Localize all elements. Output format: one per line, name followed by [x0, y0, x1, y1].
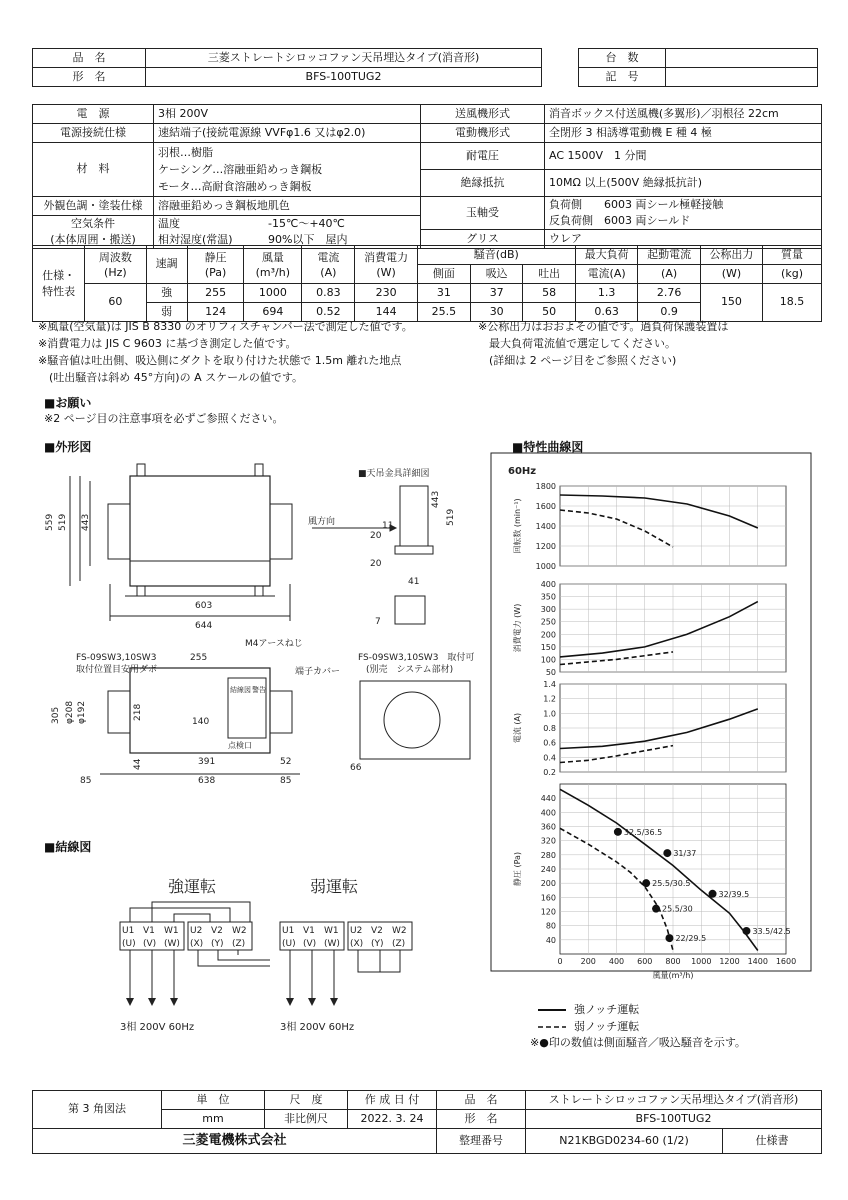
spec-value: ケーシング…溶融亜鉛めっき鋼板 [158, 163, 323, 176]
series-strong-line [560, 789, 758, 950]
spec-value: 負荷側 6003 両シール極軽接触 [549, 198, 724, 211]
dim-label: 7 [375, 617, 381, 627]
perf-cell: 1.3 [575, 284, 637, 303]
perf-mass: 18.5 [763, 284, 822, 322]
term: (X) [190, 939, 204, 949]
katamei-label: 形 名 [33, 68, 146, 87]
noise-label: 33.5/42.5 [752, 926, 791, 936]
gaikei-title: ■外形図 [44, 440, 92, 454]
footer-company: 三菱電機株式会社 [33, 1129, 437, 1154]
dim-label: 52 [280, 757, 292, 767]
spec-table [32, 104, 822, 249]
perf-cell: 255 [187, 284, 244, 303]
fs-right-sub: (別売 システム部材) [366, 665, 454, 675]
spec-key: (本体周囲・搬送) [50, 233, 136, 246]
fs-left: FS-09SW3,10SW3 [76, 653, 157, 663]
noise-point [663, 849, 671, 857]
term: U1 [122, 926, 135, 936]
noise-label: 25.5/30 [662, 904, 693, 914]
term: (V) [303, 939, 317, 949]
perf-header: (Pa) [204, 265, 227, 279]
m4-label: M4アースねじ [245, 639, 303, 649]
perf-header: 吐出 [523, 265, 575, 284]
perf-cell: 50 [523, 303, 575, 322]
spec-value: -15℃～+40℃ [268, 217, 345, 230]
y-tick-label: 440 [540, 794, 556, 804]
y-tick-label: 0.2 [543, 768, 556, 777]
perf-header: 吸込 [470, 265, 522, 284]
y-tick-label: 300 [540, 605, 556, 615]
count-table [578, 48, 818, 87]
noise-point [665, 934, 673, 942]
footer-value: 非比例尺 [265, 1110, 348, 1129]
hinmei-label: 品 名 [33, 49, 146, 68]
footer-table [32, 1090, 822, 1154]
x-tick-label: 0 [557, 957, 563, 966]
y-tick-label: 50 [545, 668, 556, 677]
perf-cell: 0.9 [638, 303, 700, 322]
footer-value: mm [162, 1110, 265, 1129]
dim-label: 255 [190, 653, 208, 663]
term: W1 [324, 926, 339, 936]
dim-label: 11 [382, 521, 394, 531]
term: V2 [211, 926, 223, 936]
dim-label: 66 [350, 763, 362, 773]
spec-value: AC 1500V 1 分間 [545, 143, 822, 170]
y-tick-label: 350 [540, 592, 556, 602]
perf-cell: 37 [470, 284, 522, 303]
characteristic-chart [490, 452, 812, 980]
dim-label: 519 [58, 513, 68, 531]
perf-header: 静圧 [204, 250, 227, 264]
spec-key: 電源接続仕様 [33, 124, 154, 143]
perf-header: (A) [320, 265, 337, 279]
term: (Y) [371, 939, 384, 949]
dim-label: 140 [192, 717, 210, 727]
tsuri-title: ■天吊金具詳細図 [358, 469, 430, 479]
onegai-title: ■お願い [44, 396, 92, 410]
y-axis-label: 電流 (A) [513, 712, 522, 744]
noise-point [642, 879, 650, 887]
dim-label: 20 [370, 559, 382, 569]
y-axis-label: 静圧 (Pa) [513, 851, 522, 887]
term: (Z) [232, 939, 246, 949]
term: V2 [371, 926, 383, 936]
perf-cell: 弱 [146, 303, 187, 322]
y-tick-label: 100 [540, 655, 556, 665]
dim-label: 20 [370, 531, 382, 541]
perf-header: 質量 [763, 246, 822, 265]
noise-point [614, 828, 622, 836]
dim-label: 85 [280, 776, 292, 786]
noise-point [652, 905, 660, 913]
y-tick-label: 400 [540, 808, 556, 818]
legend-solid-label: 強ノッチ運転 [574, 1003, 640, 1016]
spec-key: グリス [421, 230, 545, 249]
spec-key: 電 源 [33, 105, 154, 124]
perf-header: 速調 [146, 246, 187, 284]
y-tick-label: 250 [540, 617, 556, 627]
term: W1 [164, 926, 179, 936]
x-tick-label: 800 [665, 957, 681, 966]
spec-value: ウレア [545, 230, 822, 249]
y-tick-label: 320 [540, 836, 556, 846]
fs-left-sub: 取付位置目安用ダボ [76, 665, 158, 675]
perf-header: 電流(A) [575, 265, 637, 284]
spec-value: 反負荷側 6003 両シールド [549, 214, 691, 227]
spec-key: 空気条件 [71, 217, 115, 230]
y-tick-label: 200 [540, 630, 556, 640]
spec-value: 全閉形 3 相誘導電動機 E 種 4 極 [545, 124, 822, 143]
y-tick-label: 1.0 [543, 709, 556, 719]
term: U2 [350, 926, 363, 936]
x-tick-label: 400 [608, 957, 625, 966]
term: W2 [392, 926, 407, 936]
x-tick-label: 1200 [719, 957, 740, 966]
spec-value: 相対湿度(常温) [158, 233, 233, 246]
dim-label: φ208 [65, 700, 75, 724]
perf-header: (m³/h) [255, 265, 291, 279]
x-tick-label: 1000 [691, 957, 712, 966]
kessen-label: 結線図 [230, 686, 251, 694]
y-tick-label: 240 [540, 865, 556, 874]
spec-value: 羽根…樹脂 [158, 146, 213, 159]
dim-label: 443 [431, 490, 441, 508]
footer-value: 2022. 3. 24 [348, 1110, 437, 1129]
perf-header: 消費電力 [364, 250, 409, 264]
y-tick-label: 1600 [535, 502, 556, 511]
y-axis-label: 回転数 (min⁻¹) [513, 498, 522, 554]
weak-mode-label: 弱運転 [310, 877, 359, 896]
spec-value: 速結端子(接続電源線 VVFφ1.6 又はφ2.0) [154, 124, 421, 143]
term: (W) [324, 939, 340, 949]
term: W2 [232, 926, 247, 936]
footer-docnum: N21KBGD0234-60 (1/2) [526, 1129, 723, 1154]
noise-point [742, 927, 750, 935]
perf-cell: 0.63 [575, 303, 637, 322]
spec-value: 10MΩ 以上(500V 絶縁抵抗計) [545, 170, 822, 197]
header-table [32, 48, 542, 87]
perf-cell: 強 [146, 284, 187, 303]
spec-key: 電動機形式 [421, 124, 545, 143]
footer-label: 単 位 [162, 1091, 265, 1110]
kazamuki-label: 風方向 [308, 517, 336, 527]
daisu-label: 台 数 [579, 49, 666, 68]
dim-label: 41 [408, 577, 420, 587]
dim-label: 85 [80, 776, 92, 786]
spec-key: 外観色調・塗装仕様 [33, 197, 154, 216]
noise-label: 25.5/30.5 [652, 879, 691, 889]
y-tick-label: 150 [540, 642, 556, 652]
perf-header: (kg) [763, 265, 822, 284]
y-axis-label: 消費電力 (W) [513, 603, 522, 653]
y-tick-label: 360 [540, 822, 556, 832]
perf-header: 電流 [317, 250, 340, 264]
product-name: 三菱ストレートシロッコファン天吊埋込タイプ(消音形) [146, 49, 542, 68]
perf-header: 起動電流 [638, 246, 700, 265]
y-tick-label: 1800 [535, 482, 556, 491]
y-tick-label: 40 [545, 935, 556, 945]
series-strong-line [560, 602, 758, 657]
perf-header: 側面 [417, 265, 470, 284]
y-tick-label: 80 [545, 921, 556, 931]
chart-section-title: ■特性曲線図 [512, 440, 584, 454]
term: V1 [143, 926, 155, 936]
y-tick-label: 160 [540, 893, 556, 903]
dim-label: 391 [198, 757, 216, 767]
outline-drawing [40, 456, 500, 796]
dim-label: φ192 [77, 700, 87, 724]
power-label: 3相 200V 60Hz [280, 1022, 355, 1033]
perf-hz: 60 [85, 284, 146, 322]
dim-label: 305 [51, 706, 61, 724]
term: (Y) [211, 939, 224, 949]
term: V1 [303, 926, 315, 936]
perf-header: 騒音(dB) [417, 246, 575, 265]
spec-key: 送風機形式 [421, 105, 545, 124]
y-tick-label: 400 [540, 580, 556, 589]
dim-label: 44 [133, 758, 143, 770]
y-tick-label: 1.2 [543, 694, 556, 704]
footer-label: 作 成 日 付 [348, 1091, 437, 1110]
perf-header: 風量 [261, 250, 284, 264]
onegai-text: ※2 ページ目の注意事項を必ずご参照ください。 [44, 412, 284, 425]
term: (V) [143, 939, 157, 949]
x-axis-label: 風量(m³/h) [652, 971, 694, 980]
footer-label: 尺 度 [265, 1091, 348, 1110]
fs-right: FS-09SW3,10SW3 取付可 [358, 653, 475, 663]
perf-cell: 694 [244, 303, 302, 322]
dim-label: 443 [81, 513, 91, 531]
perf-cell: 230 [355, 284, 417, 303]
tanshi-label: 端子カバー [295, 667, 341, 677]
spec-value: 温度 [158, 217, 180, 230]
y-tick-label: 200 [540, 879, 556, 889]
footer-product: ストレートシロッコファン天吊埋込タイプ(消音形) [526, 1091, 822, 1110]
perf-header: 最大負荷 [575, 246, 637, 265]
footer-label: 品 名 [437, 1091, 526, 1110]
term: U2 [190, 926, 203, 936]
y-tick-label: 0.8 [543, 724, 556, 733]
spec-key: 玉軸受 [421, 197, 545, 230]
perf-cell: 0.83 [302, 284, 355, 303]
spec-value: 消音ボックス付送風機(多翼形)／羽根径 22cm [545, 105, 822, 124]
strong-mode-label: 強運転 [168, 877, 217, 896]
perf-label: 特性表 [42, 284, 76, 298]
perf-header: 周波数 [98, 250, 132, 264]
notes-left: ※風量(空気量)は JIS B 8330 のオリフィスチャンバー法で測定した値です。 ※消費電力は JIS C 9603 に基づき測定した値です。 ※騒音値は吐出側、吸込側にダクトを取り付けた状態で 1.5m 離れた地点 (吐出騒音は斜め 45°方向)の A スケールの値です。 [38, 320, 413, 384]
x-tick-label: 600 [637, 957, 653, 966]
footer-model: BFS-100TUG2 [526, 1110, 822, 1129]
perf-header: 公称出力 [700, 246, 762, 265]
perf-cell: 25.5 [417, 303, 470, 322]
series-strong-line [560, 495, 758, 528]
perf-cell: 30 [470, 303, 522, 322]
y-tick-label: 1000 [535, 562, 556, 571]
y-tick-label: 1200 [535, 542, 556, 551]
perf-cell: 2.76 [638, 284, 700, 303]
y-tick-label: 280 [540, 850, 556, 860]
perf-header: (Hz) [104, 265, 127, 279]
perf-cell: 31 [417, 284, 470, 303]
perf-header: (W) [700, 265, 762, 284]
perf-cell: 124 [187, 303, 244, 322]
power-label: 3相 200V 60Hz [120, 1022, 195, 1033]
wiring-diagram [110, 860, 410, 1040]
perf-cell: 0.52 [302, 303, 355, 322]
dim-label: 519 [446, 508, 456, 526]
dim-label: 603 [195, 601, 213, 611]
dim-label: 559 [45, 513, 55, 531]
spec-key: 耐電圧 [421, 143, 545, 170]
perf-cell: 1000 [244, 284, 302, 303]
noise-label: 32/39.5 [718, 889, 750, 899]
perf-cell: 58 [523, 284, 575, 303]
keikoku-label: 警告 [252, 686, 266, 694]
x-tick-label: 1400 [747, 957, 768, 966]
legend-note: ※●印の数値は側面騒音／吸込騒音を示す。 [530, 1036, 746, 1049]
chart-title: 60Hz [508, 466, 537, 477]
term: (U) [122, 939, 136, 949]
footer-label: 整理番号 [437, 1129, 526, 1154]
perf-output: 150 [700, 284, 762, 322]
term: (W) [164, 939, 180, 949]
dim-label: 638 [198, 776, 216, 786]
term: (Z) [392, 939, 406, 949]
footer-label: 形 名 [437, 1110, 526, 1129]
spec-value: 90%以下 屋内 [268, 233, 348, 246]
noise-label: 31/37 [673, 849, 697, 859]
kigou-label: 記 号 [579, 68, 666, 87]
footer-method: 第 3 角図法 [33, 1091, 162, 1129]
spec-key: 材 料 [33, 143, 154, 197]
perf-cell: 144 [355, 303, 417, 322]
y-tick-label: 0.4 [543, 753, 556, 763]
spec-value: 溶融亜鉛めっき鋼板地肌色 [154, 197, 421, 216]
perf-header: (W) [376, 265, 396, 279]
x-tick-label: 200 [580, 957, 596, 966]
spec-value: モータ…高耐食溶融めっき鋼板 [158, 180, 312, 193]
y-tick-label: 1400 [535, 522, 556, 531]
spec-key: 絶縁抵抗 [421, 170, 545, 197]
footer-doctype: 仕様書 [723, 1129, 822, 1154]
noise-label: 32.5/36.5 [623, 827, 663, 837]
dim-label: 644 [195, 621, 213, 631]
x-tick-label: 1600 [775, 957, 797, 966]
term: U1 [282, 926, 295, 936]
dim-label: 218 [133, 703, 143, 721]
y-tick-label: 120 [540, 907, 556, 917]
model-name: BFS-100TUG2 [146, 68, 542, 87]
tenken-label: 点検口 [228, 741, 252, 750]
legend-dashed-label: 弱ノッチ運転 [574, 1020, 640, 1033]
y-tick-label: 1.4 [543, 680, 556, 689]
term: (U) [282, 939, 296, 949]
perf-label: 仕様・ [42, 268, 76, 282]
y-tick-label: 0.6 [543, 738, 556, 748]
spec-value: 3相 200V [154, 105, 421, 124]
term: (X) [350, 939, 364, 949]
kessen-title: ■結線図 [44, 840, 92, 854]
notes-right: ※公称出力はおおよその値です。過負荷保護装置は 最大負荷電流値で選定してください。 (詳細は 2 ページ目をご参照ください) [478, 320, 729, 367]
noise-point [709, 890, 717, 898]
perf-header: (A) [638, 265, 700, 284]
perf-table [32, 245, 822, 322]
noise-label: 22/29.5 [675, 934, 707, 944]
